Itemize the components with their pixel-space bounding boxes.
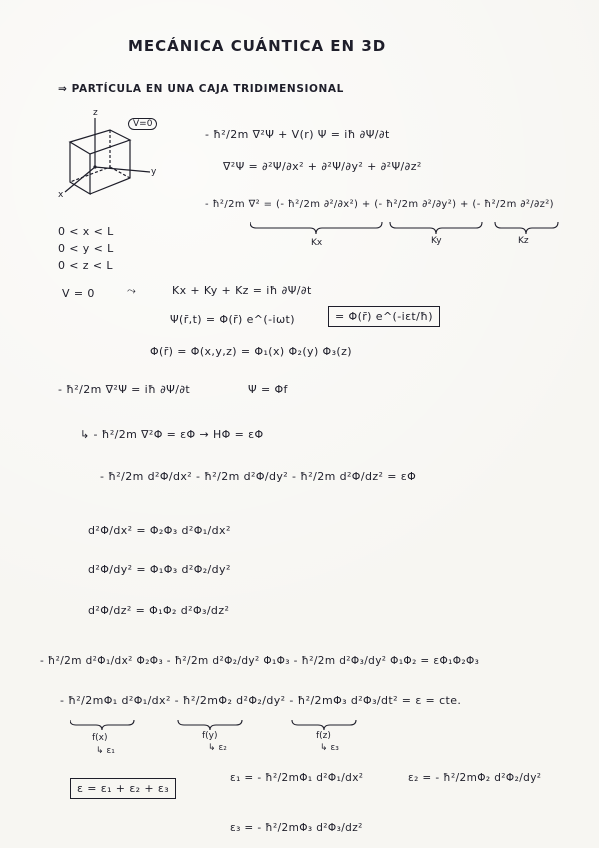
epsilon-1-label: ↳ ε₁ [96, 746, 115, 756]
schrodinger-equation: - ħ²/2m ∇²Ψ + V(r) Ψ = iħ ∂Ψ/∂t [205, 128, 390, 141]
separation-of-variables: Φ(r̄) = Φ(x,y,z) = Φ₁(x) Φ₂(y) Φ₃(z) [150, 345, 352, 358]
schrodinger-reduced: - ħ²/2m ∇²Ψ = iħ ∂Ψ/∂t [58, 383, 191, 396]
function-y-label: f(y) [202, 731, 218, 741]
ky-label: Ky [431, 236, 442, 246]
epsilon-3-equation: ε₃ = - ħ²/2mΦ₃ d²Φ₃/dz² [230, 822, 363, 834]
epsilon-2-equation: ε₂ = - ħ²/2mΦ₂ d²Φ₂/dy² [408, 772, 542, 784]
kinetic-operator: - ħ²/2m ∇² = (- ħ²/2m ∂²/∂x²) + (- ħ²/2m ∂²/∂y²) + (- ħ²/2m ∂²/∂z²) [205, 199, 554, 210]
expanded-laplacian: - ħ²/2m d²Φ/dx² - ħ²/2m d²Φ/dy² - ħ²/2m d²Φ/dz² = εΦ [100, 470, 417, 483]
total-energy-boxed: ε = ε₁ + ε₂ + ε₃ [70, 778, 176, 799]
eigenvalue-equation: ↳ - ħ²/2m ∇²Φ = εΦ → HΦ = εΦ [80, 428, 264, 441]
lower-braces [70, 718, 400, 734]
implies-arrow: ⤳ [127, 284, 137, 297]
kinetic-sum-equation: Kx + Ky + Kz = iħ ∂Ψ/∂t [172, 284, 312, 297]
condition-y: 0 < y < L [58, 242, 114, 255]
epsilon-3-label: ↳ ε₃ [320, 743, 339, 753]
divided-equation: - ħ²/2mΦ₁ d²Φ₁/dx² - ħ²/2mΦ₂ d²Φ₂/dy² - ħ²/2mΦ₃ d²Φ₃/dt² = ε = cte. [60, 694, 462, 707]
page-title: MECÁNICA CUÁNTICA EN 3D [128, 37, 387, 55]
epsilon-1-equation: ε₁ = - ħ²/2mΦ₁ d²Φ₁/dx² [230, 772, 364, 784]
cube-diagram [55, 112, 175, 202]
wavefunction-time: Ψ(r̄,t) = Φ(r̄) e^(-iωt) [170, 313, 295, 326]
axis-y-label: y [151, 167, 157, 177]
second-derivative-x: d²Φ/dx² = Φ₂Φ₃ d²Φ₁/dx² [88, 524, 231, 537]
potential-zero: V = 0 [62, 287, 95, 300]
function-z-label: f(z) [316, 731, 331, 741]
wavefunction-boxed: = Φ(r̄) e^(-iεt/ħ) [328, 306, 440, 327]
condition-z: 0 < z < L [58, 259, 113, 272]
function-x-label: f(x) [92, 733, 108, 743]
second-derivative-y: d²Φ/dy² = Φ₁Φ₃ d²Φ₂/dy² [88, 563, 231, 576]
axis-z-label: z [93, 108, 98, 118]
section-heading: ⇒ PARTÍCULA EN UNA CAJA TRIDIMENSIONAL [58, 83, 344, 95]
axis-x-label: x [58, 190, 64, 200]
second-derivative-z: d²Φ/dz² = Φ₁Φ₂ d²Φ₃/dz² [88, 604, 230, 617]
condition-x: 0 < x < L [58, 225, 114, 238]
laplacian-definition: ∇²Ψ = ∂²Ψ/∂x² + ∂²Ψ/∂y² + ∂²Ψ/∂z² [223, 160, 422, 173]
kx-label: Kx [311, 238, 323, 248]
kz-label: Kz [518, 236, 529, 246]
potential-label: V=0 [128, 118, 157, 130]
psi-product: Ψ = Φf [248, 383, 288, 396]
epsilon-2-label: ↳ ε₂ [208, 743, 227, 753]
substituted-equation: - ħ²/2m d²Φ₁/dx² Φ₂Φ₃ - ħ²/2m d²Φ₂/dy² Φ₁Φ₃ - ħ²/2m d²Φ₃/dy² Φ₁Φ₂ = εΦ₁Φ₂Φ₃ [40, 655, 480, 667]
